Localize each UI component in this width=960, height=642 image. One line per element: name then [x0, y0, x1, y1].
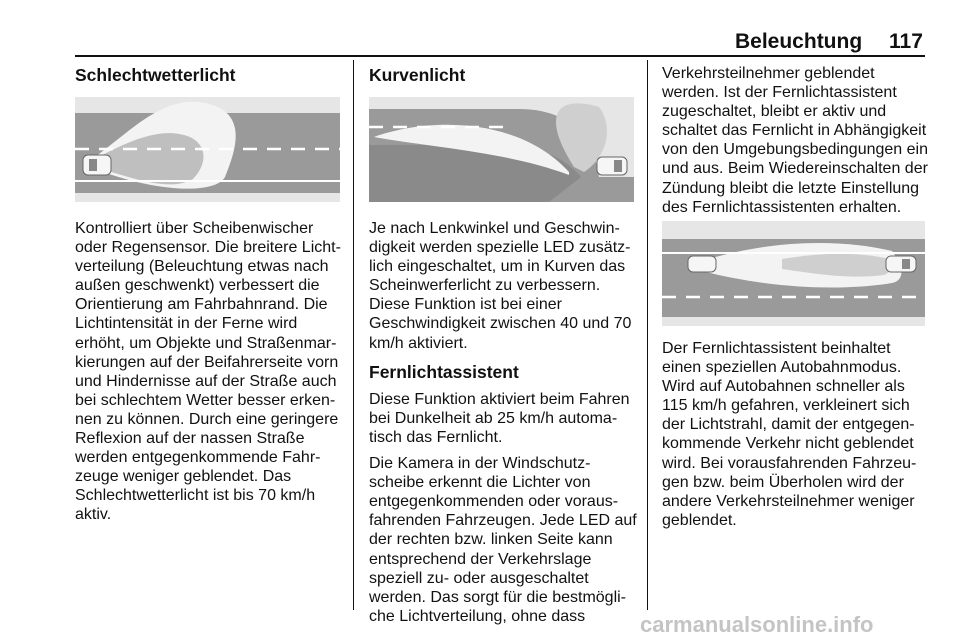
column-3 [662, 64, 928, 217]
figure-high-beam-assist [662, 221, 925, 326]
paragraph-schlechtwetterlicht: Kontrolliert über Scheibenwischer oder Regensensor. Die breitere Licht-verteilung (Beleuchtung etwas nach außen geschwenkt) verbessert die Orientierung am Fahrbahnrand. Die Lichtintensität in der Ferne wird erhöht, um Objekte und Straßenmar-kierungen auf der Beifahrerseite vorn und Hindernisse auf der Straße auch bei schlechtem Wetter besser erken-nen zu können. Durch eine geringere Reflexion auf der nassen Straße werden entgegenkommende Fahr-zeuge weniger geblendet. Das Schlechtwetterlicht ist bis 70 km/h aktiv. [75, 220, 341, 524]
figure-cornering-light [369, 97, 634, 202]
heading-kurvenlicht: Kurvenlicht [369, 65, 466, 85]
paragraph-fernlicht-cont: Verkehrsteilnehmer geblendet werden. Ist der Fernlichtassistent zugeschaltet, bleibt er aktiv und schaltet das Fernlicht in Abhängigkeit von den Umgebungsbedingungen ein und aus. Beim Wiedereinschalten der Zündung bleibt die letzte Einstellung des Fernlichtassistenten erhalten. [662, 65, 928, 216]
heading-schlechtwetterlicht: Schlechtwetterlicht [75, 65, 236, 85]
column-1 [75, 64, 343, 85]
column-divider-1 [353, 60, 354, 610]
page-number: 117 [889, 30, 923, 53]
page-section-title: Beleuchtung [735, 30, 863, 53]
column-1-body [75, 219, 343, 525]
column-divider-2 [647, 60, 648, 610]
column-3-body [662, 339, 928, 530]
header-rule [75, 55, 925, 57]
heading-fernlichtassistent: Fernlichtassistent [369, 361, 519, 382]
paragraph-fernlicht-kamera: Die Kamera in der Windschutz-scheibe erkennt die Lichter von entgegenkommenden oder voraus-fahrenden Fahrzeugen. Jede LED auf der rechten bzw. linken Seite kann entsprechend der Verkehrslage speziell zu- oder ausgeschaltet werden. Das sorgt für die bestmögli-che Lichtverteilung, ohne dass [369, 455, 637, 625]
paragraph-autobahnmodus: Der Fernlichtassistent beinhaltet einen speziellen Autobahnmodus. Wird auf Autobahnen schneller als 115 km/h gefahren, verkleinert sich der Lichtstrahl, damit der entgegen-kommende Verkehr nicht geblendet wird. Bei vorausfahrenden Fahrzeu-gen bzw. beim Überholen wird der andere Verkehrsteilnehmer weniger geblendet. [662, 340, 917, 529]
column-2-body [369, 219, 637, 626]
paragraph-fernlicht-intro: Diese Funktion aktiviert beim Fahren bei Dunkelheit ab 25 km/h automa-tisch das Fernlicht. [369, 390, 630, 446]
figure-bad-weather-light [75, 97, 340, 202]
watermark: carmanualsonline.info [640, 612, 874, 637]
paragraph-kurvenlicht: Je nach Lenkwinkel und Geschwin-digkeit werden spezielle LED zusätz-lich eingeschaltet, um in Kurven das Scheinwerferlicht zu verbessern. Diese Funktion ist bei einer Geschwindigkeit zwischen 40 und 70 km/h aktiviert. [369, 220, 632, 352]
column-2 [369, 64, 635, 85]
